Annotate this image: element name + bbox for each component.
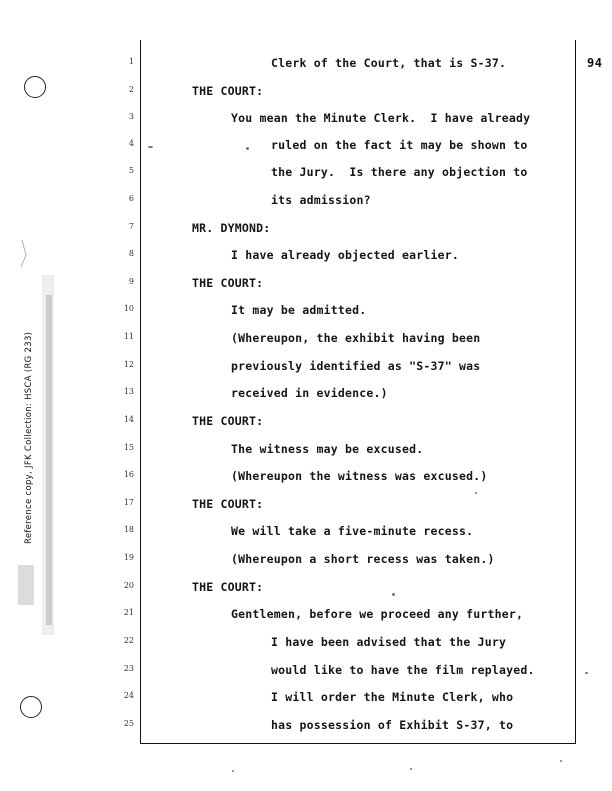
transcript-line: (Whereupon a short recess was taken.) [231, 552, 495, 566]
speaker-label: THE COURT: [192, 580, 264, 594]
scan-speck [475, 492, 477, 494]
line-number: 19 [123, 553, 134, 562]
archive-stamp-smudge [12, 235, 64, 655]
line-number: 5 [128, 166, 134, 175]
transcript-line: the Jury. Is there any objection to [271, 165, 528, 179]
transcript-line: its admission? [271, 193, 371, 207]
speaker-label: THE COURT: [192, 414, 264, 428]
speaker-label: THE COURT: [192, 276, 264, 290]
transcript-line: (Whereupon the witness was excused.) [231, 469, 488, 483]
transcript-line: previously identified as "S-37" was [231, 359, 481, 373]
line-number: 21 [123, 608, 134, 617]
line-number: 22 [123, 636, 134, 645]
page-number: 94 [587, 56, 603, 70]
transcript-line: ruled on the fact it may be shown to [271, 138, 528, 152]
line-number: 3 [128, 112, 134, 121]
line-number: 12 [123, 360, 134, 369]
transcript-line: I have been advised that the Jury [271, 635, 507, 649]
line-number: 24 [123, 691, 134, 700]
scan-speck [148, 146, 153, 148]
line-number: 15 [123, 443, 134, 452]
line-number: 10 [123, 304, 134, 313]
scan-speck [392, 593, 395, 596]
speaker-label: THE COURT: [192, 84, 264, 98]
transcript-line: (Whereupon, the exhibit having been [231, 331, 481, 345]
speaker-label: THE COURT: [192, 497, 264, 511]
line-number: 13 [123, 387, 134, 396]
left-margin-rule [140, 40, 141, 743]
archive-reference-stamp: Reference copy, JFK Collection: HSCA (RG 233) [24, 331, 34, 544]
punch-hole-top [24, 76, 46, 98]
line-number: 4 [128, 139, 134, 148]
transcript-line: would like to have the film replayed. [271, 663, 535, 677]
line-number: 23 [123, 664, 134, 673]
scan-speck [232, 770, 234, 772]
line-number: 6 [128, 194, 134, 203]
transcript-line: received in evidence.) [231, 386, 388, 400]
bottom-rule [140, 743, 576, 744]
speaker-label: MR. DYMOND: [192, 221, 271, 235]
transcript-line: It may be admitted. [231, 303, 367, 317]
line-number: 2 [128, 85, 134, 94]
line-number: 8 [128, 249, 134, 258]
line-number: 14 [123, 415, 134, 424]
line-number: 25 [123, 719, 134, 728]
line-number: 9 [128, 277, 134, 286]
scan-speck [246, 147, 249, 150]
transcript-line: We will take a five-minute recess. [231, 524, 474, 538]
scan-speck [410, 768, 412, 770]
punch-hole-bottom [20, 696, 42, 718]
line-number: 20 [123, 581, 134, 590]
transcript-line: I will order the Minute Clerk, who [271, 690, 514, 704]
line-number: 17 [123, 498, 134, 507]
transcript-line: has possession of Exhibit S-37, to [271, 718, 514, 732]
line-number: 18 [123, 525, 134, 534]
transcript-line: Gentlemen, before we proceed any further, [231, 607, 524, 621]
scan-speck [585, 672, 588, 674]
scan-speck [560, 760, 562, 762]
line-number: 16 [123, 470, 134, 479]
transcript-line: The witness may be excused. [231, 442, 424, 456]
transcript-line: I have already objected earlier. [231, 248, 459, 262]
line-number: 11 [123, 332, 134, 341]
transcript-line: You mean the Minute Clerk. I have already [231, 111, 531, 125]
transcript-line: Clerk of the Court, that is S-37. [271, 56, 507, 70]
line-number: 7 [128, 222, 134, 231]
right-margin-rule [575, 40, 576, 743]
line-number: 1 [128, 57, 134, 66]
